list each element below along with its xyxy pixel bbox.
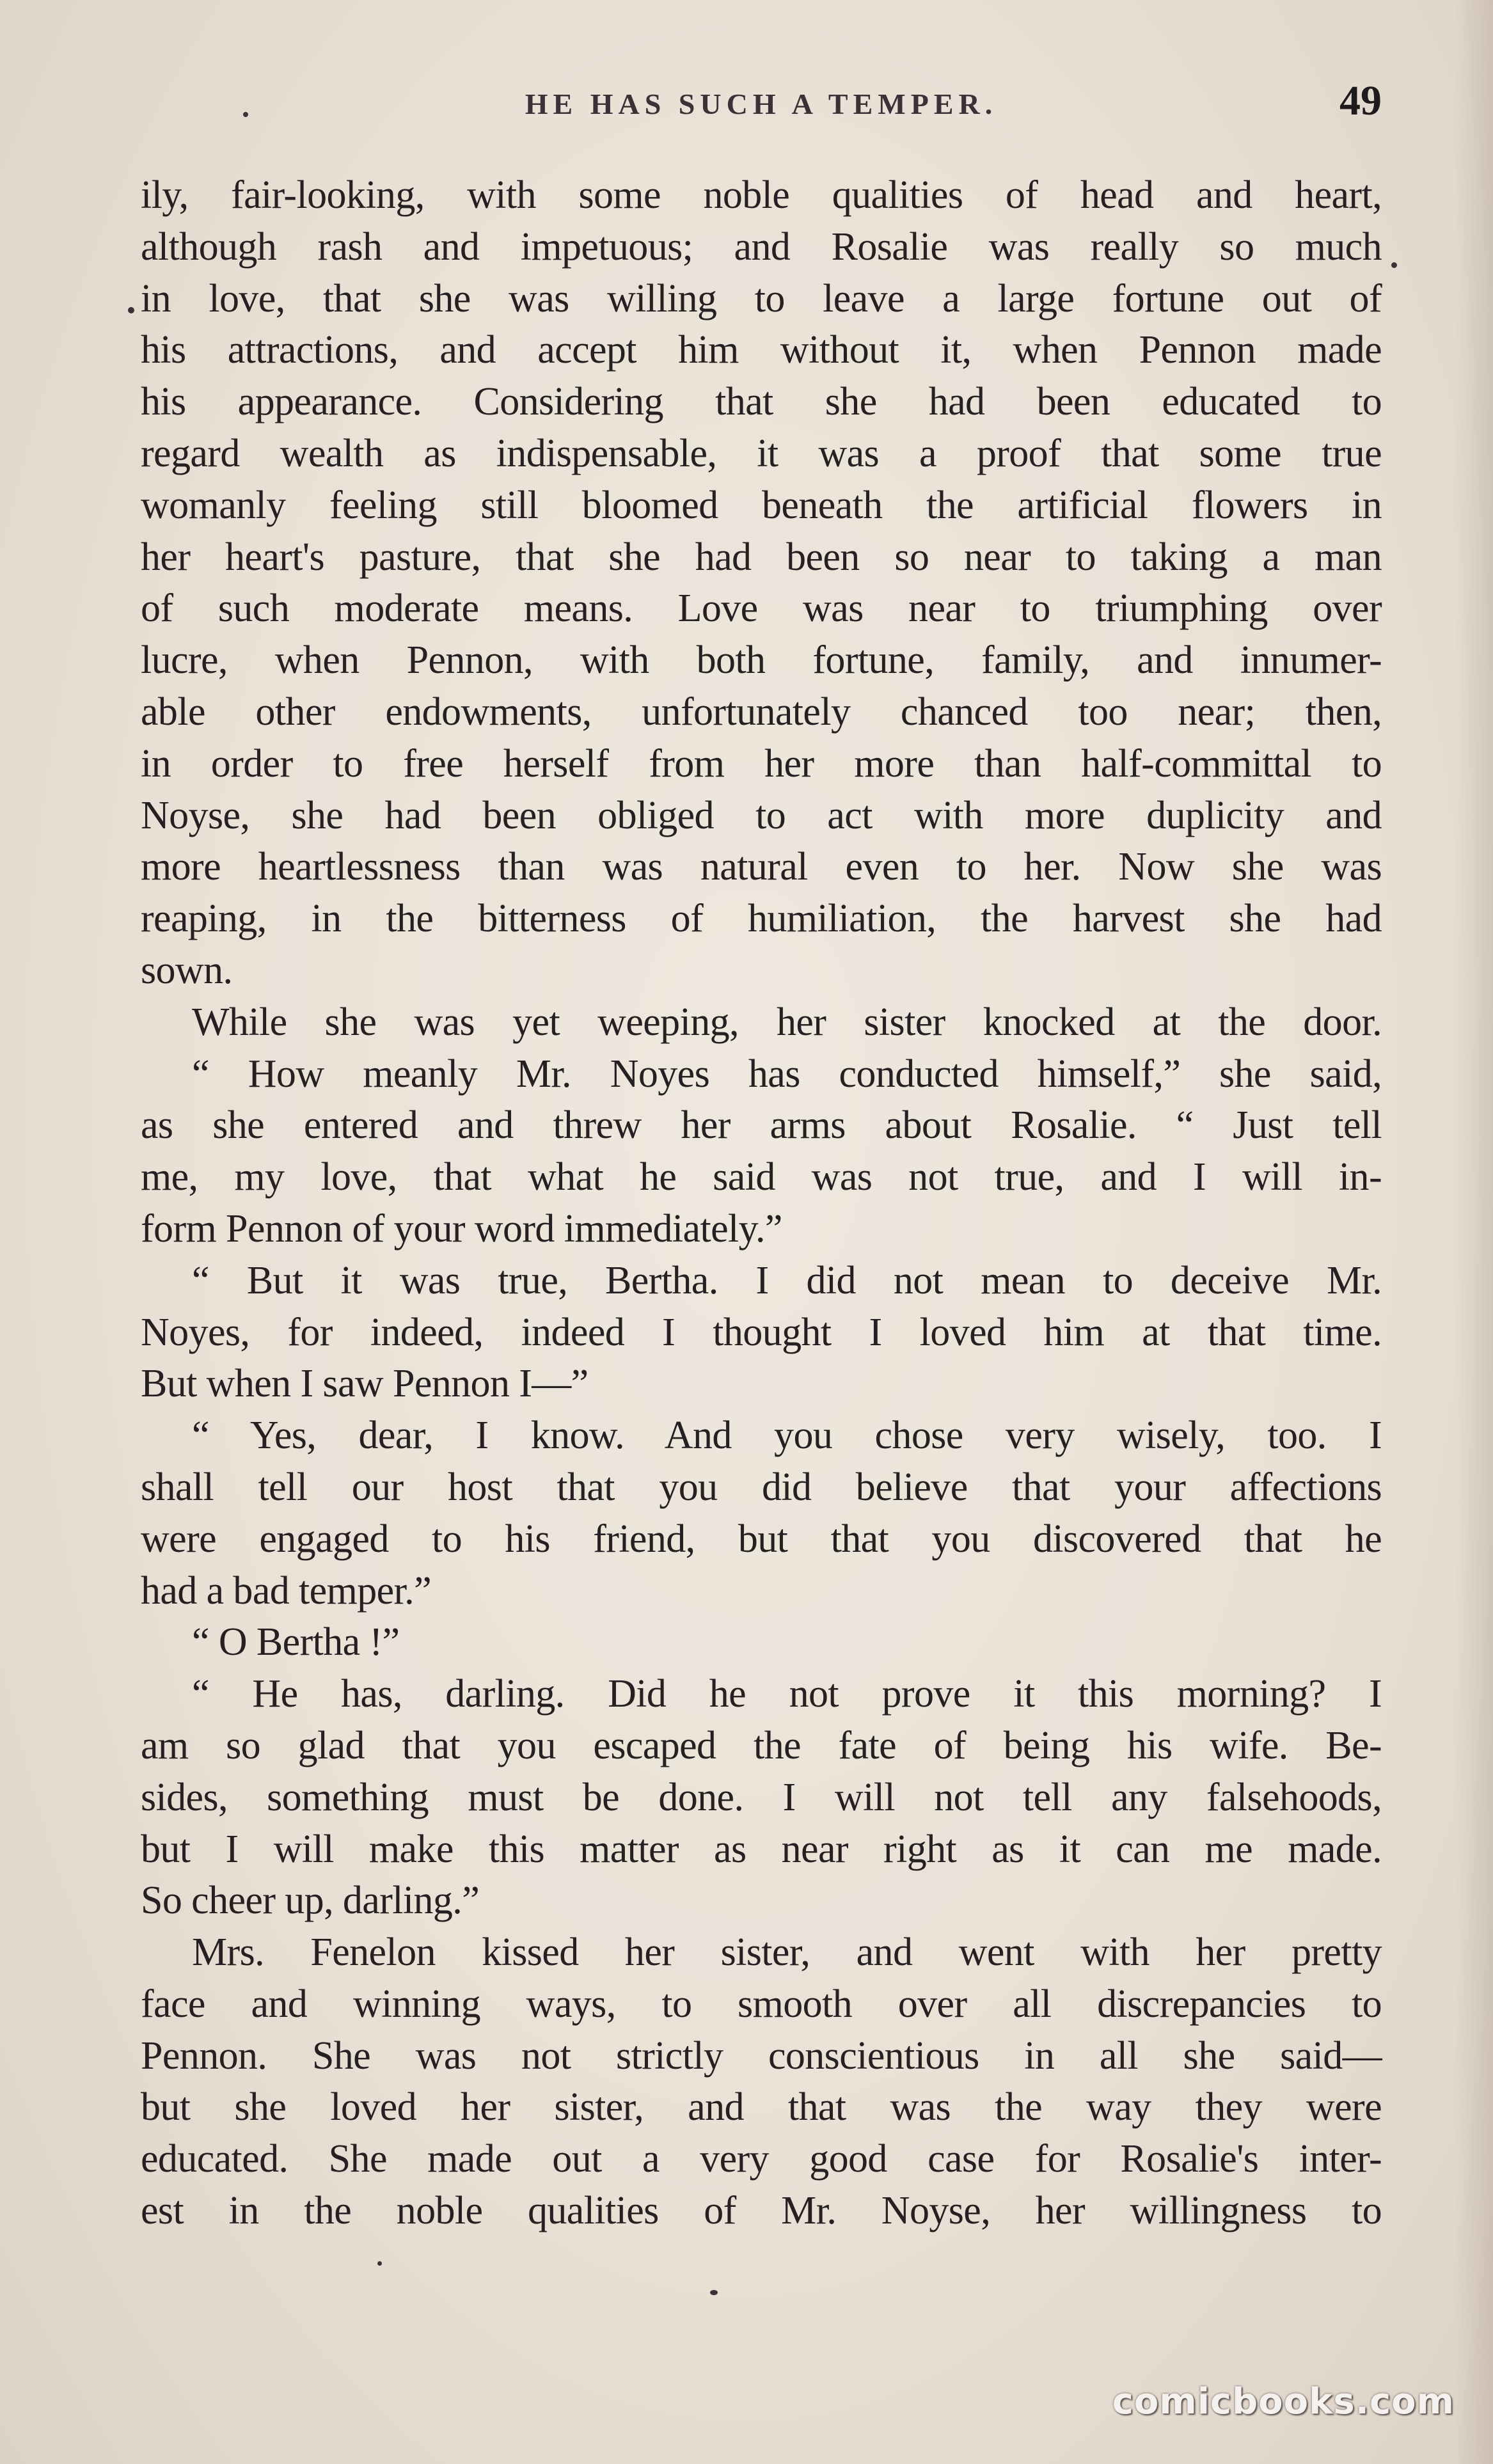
print-speck [243,112,248,117]
text-line: face and winning ways, to smooth over all discrepancies to [141,1982,1382,2026]
text-line: am so glad that you escaped the fate of being his wife. Be- [141,1723,1382,1767]
text-line: in love, that she was willing to leave a large fortune out of [141,276,1382,320]
print-speck [128,307,134,313]
print-speck [1391,262,1397,268]
text-line: womanly feeling still bloomed beneath the artificial flowers in [141,483,1382,527]
text-line: “ How meanly Mr. Noyes has conducted himself,” she said, [192,1052,1382,1096]
page-number: 49 [1339,77,1382,124]
text-line: “ O Bertha !” [192,1620,400,1664]
text-line: Pennon. She was not strictly conscientious in all she said— [141,2034,1382,2078]
text-line: more heartlessness than was natural even to her. Now she was [141,845,1382,889]
text-line: in order to free herself from her more than half-committal to [141,741,1382,786]
text-line: were engaged to his friend, but that you discovered that he [141,1517,1382,1561]
text-line: ily, fair-looking, with some noble qualities of head and heart, [141,173,1382,217]
text-line: Mrs. Fenelon kissed her sister, and went with her pretty [192,1931,1382,1975]
print-speck [377,2261,382,2266]
text-line: Noyes, for indeed, indeed I thought I loved him at that time. [141,1310,1382,1354]
text-line: So cheer up, darling.” [141,1879,480,1923]
text-line: sides, something must be done. I will not tell any falsehoods, [141,1775,1382,1819]
text-line: but I will make this matter as near right as it can me made. [141,1827,1382,1871]
text-line: regard wealth as indispensable, it was a proof that some true [141,431,1382,475]
text-line: sown. [141,948,233,992]
text-line: although rash and impetuous; and Rosalie was really so much [141,225,1382,269]
text-line: able other endowments, unfortunately chanced too near; then, [141,690,1382,734]
text-line: “ Yes, dear, I know. And you chose very wisely, too. I [192,1414,1382,1458]
text-line: form Pennon of your word immediately.” [141,1206,782,1251]
text-line: educated. She made out a very good case for Rosalie's inter- [141,2137,1382,2181]
watermark: comicbooks.com [1112,2381,1455,2422]
running-head [141,77,1382,134]
text-line: me, my love, that what he said was not true, and I will in- [141,1155,1382,1199]
text-line: “ But it was true, Bertha. I did not mean to deceive Mr. [192,1258,1382,1302]
body-text [141,170,1382,2237]
text-line: as she entered and threw her arms about Rosalie. “ Just tell [141,1103,1382,1148]
text-line: While she was yet weeping, her sister knocked at the door. [192,1000,1382,1044]
text-line: est in the noble qualities of Mr. Noyse, her willingness to [141,2189,1382,2233]
text-line: reaping, in the bitterness of humiliation, the harvest she had [141,897,1382,941]
page-edge-shadow [1455,0,1493,2464]
text-line: Noyse, she had been obliged to act with more duplicity and [141,793,1382,837]
print-speck [710,2290,718,2295]
text-line: had a bad temper.” [141,1568,431,1613]
text-line: But when I saw Pennon I—” [141,1362,589,1406]
text-line: lucre, when Pennon, with both fortune, family, and innumer- [141,638,1382,683]
text-line: of such moderate means. Love was near to triumphing over [141,587,1382,631]
text-line: shall tell our host that you did believe that your affections [141,1465,1382,1509]
running-title: HE HAS SUCH A TEMPER. [525,88,998,120]
text-line: his appearance. Considering that she had been educated to [141,380,1382,424]
text-line: his attractions, and accept him without it, when Pennon made [141,328,1382,372]
text-line: “ He has, darling. Did he not prove it this morning? I [192,1672,1382,1716]
text-line: her heart's pasture, that she had been so near to taking a man [141,535,1382,579]
text-line: but she loved her sister, and that was the way they were [141,2085,1382,2129]
